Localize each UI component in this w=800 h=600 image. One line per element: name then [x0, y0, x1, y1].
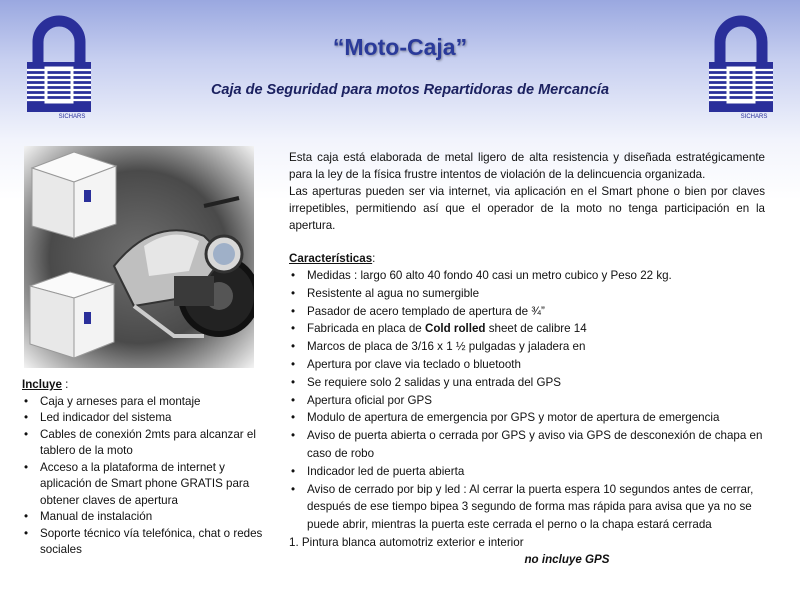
list-item: • Medidas : largo 60 alto 40 fondo 40 casi un metro cubico y Peso 22 kg. — [289, 267, 765, 285]
description-paragraph: Esta caja está elaborada de metal ligero de alta resistencia y diseñada estratégicamente para la ley de la física frustre intentos de violación de la delincuencia organizada. — [289, 151, 765, 181]
list-item: • Apertura por clave via teclado o bluetooth — [289, 356, 765, 374]
padlock-logo-icon — [24, 14, 94, 122]
page-subtitle: Caja de Seguridad para motos Repartidoras de Mercancía — [210, 82, 610, 98]
numbered-item: 1. Pintura blanca automotriz exterior e interior — [289, 535, 524, 549]
list-item: • Caja y arneses para el montaje — [22, 394, 272, 411]
list-item: • Apertura oficial por GPS — [289, 392, 765, 410]
list-item: • Cables de conexión 2mts para alcanzar el tablero de la moto — [22, 427, 272, 460]
list-item: • Soporte técnico vía telefónica, chat o redes sociales — [22, 526, 272, 559]
gps-note: no incluye GPS — [524, 552, 610, 566]
list-item: • Acceso a la plataforma de internet y aplicación de Smart phone GRATIS para obtener claves de apertura — [22, 460, 272, 510]
padlock-logo-icon — [706, 14, 776, 122]
list-item: • Aviso de cerrado por bip y led : Al cerrar la puerta espera 10 segundos antes de cerrar, después de ese tiempo bipea 3 segundo de forma mas rápida para avisa que ya no se puede abrir, mientras la puerta este cerrada el perno o la chapa estará cerrada — [289, 481, 765, 534]
list-item: • Indicador led de puerta abierta — [289, 463, 765, 481]
list-item: • Led indicador del sistema — [22, 410, 272, 427]
list-item: • Manual de instalación — [22, 509, 272, 526]
list-item: • Fabricada en placa de Cold rolled sheet de calibre 14 — [289, 320, 765, 338]
list-item: • Pasador de acero templado de apertura de ¾” — [289, 303, 765, 321]
characteristics-heading: Características: — [289, 252, 376, 265]
includes-heading: Incluye : — [22, 378, 69, 391]
includes-list — [22, 394, 272, 559]
characteristics-list — [289, 267, 765, 534]
page-title: “Moto-Caja” — [332, 34, 468, 60]
includes-section — [22, 377, 272, 559]
description-paragraph: Las aperturas pueden ser via internet, via aplicación en el Smart phone o bien por claves irrepetibles, permitiendo así que el operador de la moto no tenga participación en la apertura. — [289, 185, 765, 232]
motorcycle-with-boxes-photo — [24, 146, 254, 368]
svg-text:SICHARS: SICHARS — [58, 114, 86, 120]
list-item: • Resistente al agua no sumergible — [289, 285, 765, 303]
list-item: • Se requiere solo 2 salidas y una entrada del GPS — [289, 374, 765, 392]
description-section — [289, 149, 765, 568]
list-item: • Aviso de puerta abierta o cerrada por GPS y aviso via GPS de desconexión de chapa en caso de robo — [289, 427, 765, 463]
list-item: • Marcos de placa de 3/16 x 1 ½ pulgadas y jaladera en — [289, 338, 765, 356]
svg-text:SICHARS: SICHARS — [740, 114, 768, 120]
list-item: • Modulo de apertura de emergencia por GPS y motor de apertura de emergencia — [289, 409, 765, 427]
